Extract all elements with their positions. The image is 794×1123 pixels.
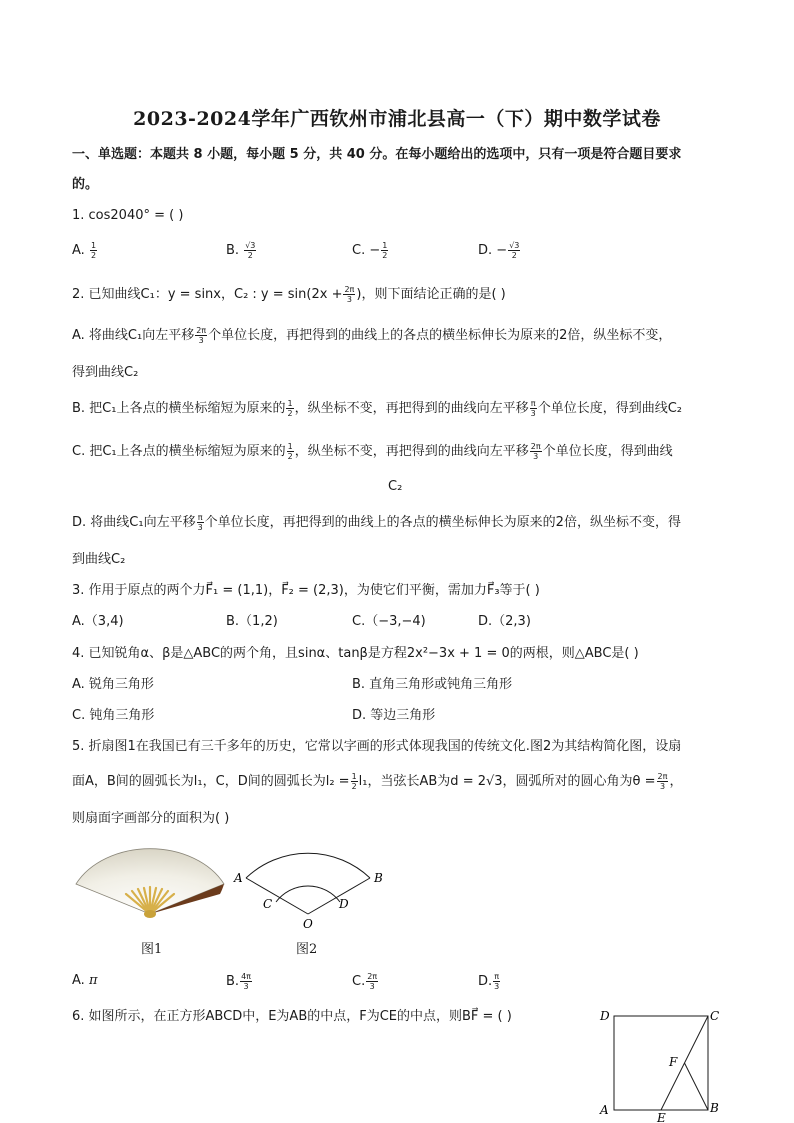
- vertex-label-a: A: [600, 1103, 609, 1117]
- q5-line2: 面A，B间的圆弧长为l₁，C，D间的圆弧长为l₂ = $\frac{1}{2}$ l₁，当弦长AB为d = 2√3，圆弧所对的圆心角为θ = $\frac{2\pi}{3}$ ，: [72, 772, 683, 791]
- vertex-label-d: D: [600, 1009, 610, 1023]
- section-heading-line1: 一、单选题：本题共 8 小题，每小题 5 分，共 40 分。在每小题给出的选项中，只有一项是符合题目要求: [72, 147, 682, 162]
- q2-stem: 2. 已知曲线C₁：y = sinx，C₂ : y = sin(2x + $\frac{2\pi}{3}$ )，则下面结论正确的是( ): [72, 285, 506, 304]
- vertex-label-c: C: [710, 1009, 720, 1023]
- point-label-e: E: [657, 1111, 666, 1122]
- q1-option-c: C. − $\frac{1}{2}$: [352, 241, 388, 260]
- q3-option-d: D.（2,3): [478, 614, 531, 629]
- q2-option-c-line1: C. 把C₁上各点的横坐标缩短为原来的 $\frac{1}{2}$ ，纵坐标不变，再把得到的曲线向左平移 $\frac{2\pi}{3}$ 个单位长度，得到曲线: [72, 442, 673, 461]
- figure-1-caption: 图1: [141, 942, 163, 957]
- q6-stem: 6. 如图所示，在正方形ABCD中，E为AB的中点，F为CE的中点，则BF⃗ = ( ): [72, 1009, 512, 1024]
- q1-option-b: B. $\frac{√3}{2}$: [226, 241, 256, 260]
- folding-fan-figure: [70, 828, 230, 924]
- q2-option-d-line2: 到曲线C₂: [72, 552, 126, 567]
- section-heading-line2: 的。: [72, 177, 99, 192]
- point-label-b: B: [374, 871, 383, 885]
- point-label-d: D: [339, 897, 349, 911]
- q4-option-d: D. 等边三角形: [352, 708, 436, 723]
- figure-2-caption: 图2: [296, 942, 318, 957]
- q2-option-a-line2: 得到曲线C₂: [72, 365, 139, 380]
- q3-option-b: B.（1,2): [226, 614, 278, 629]
- point-label-c: C: [263, 897, 273, 911]
- q5-option-d: D. $\frac{\pi}{3}$: [478, 972, 500, 991]
- q4-option-c: C. 钝角三角形: [72, 708, 155, 723]
- q4-stem: 4. 已知锐角α、β是△ABC的两个角，且sinα、tanβ是方程2x²−3x + 1 = 0的两根，则△ABC是( ): [72, 646, 639, 661]
- q5-option-a: A. π: [72, 973, 98, 988]
- vertex-label-b: B: [710, 1101, 719, 1115]
- q1-option-d: D. − $\frac{√3}{2}$: [478, 241, 520, 260]
- q1-option-a: A. $\frac{1}{2}$: [72, 241, 97, 260]
- q3-stem: 3. 作用于原点的两个力F⃗₁ = (1,1)，F⃗₂ = (2,3)，为使它们平衡，需加力F⃗₃等于( ): [72, 583, 540, 598]
- q2-option-b: B. 把C₁上各点的横坐标缩短为原来的 $\frac{1}{2}$ ，纵坐标不变，再把得到的曲线向左平移 $\frac{\pi}{3}$ 个单位长度，得到曲线C₂: [72, 399, 682, 418]
- q2-option-c-line2: C₂: [388, 479, 403, 494]
- q4-option-b: B. 直角三角形或钝角三角形: [352, 677, 513, 692]
- q4-option-a: A. 锐角三角形: [72, 677, 154, 692]
- q5-option-b: B. $\frac{4\pi}{3}$: [226, 972, 251, 991]
- point-label-o: O: [303, 917, 313, 931]
- square-abcd-figure: [596, 1004, 726, 1122]
- fan-schematic-figure: [228, 832, 398, 932]
- q5-line1: 5. 折扇图1在我国已有三千多年的历史，它常以字画的形式体现我国的传统文化.图2为其结构简化图，设扇: [72, 739, 682, 754]
- fan-pivot: [144, 910, 156, 918]
- fan-ribs: [126, 887, 174, 914]
- point-label-a: A: [234, 871, 243, 885]
- q5-option-c: C. $\frac{2\pi}{3}$: [352, 972, 378, 991]
- q3-option-c: C.（−3,−4): [352, 614, 426, 629]
- q2-option-d-line1: D. 将曲线C₁向左平移 $\frac{\pi}{3}$ 个单位长度，再把得到的曲线上的各点的横坐标伸长为原来的2倍，纵坐标不变，得: [72, 513, 681, 532]
- q1-stem: 1. cos2040° = ( ): [72, 208, 184, 223]
- page-title: 2023-2024学年广西钦州市浦北县高一（下）期中数学试卷: [133, 108, 661, 130]
- q3-option-a: A.（3,4): [72, 614, 124, 629]
- q5-line3: 则扇面字画部分的面积为( ): [72, 811, 230, 826]
- q2-option-a-line1: A. 将曲线C₁向左平移 $\frac{2\pi}{3}$ 个单位长度，再把得到的曲线上的各点的横坐标伸长为原来的2倍，纵坐标不变，: [72, 326, 672, 345]
- point-label-f: F: [669, 1055, 678, 1069]
